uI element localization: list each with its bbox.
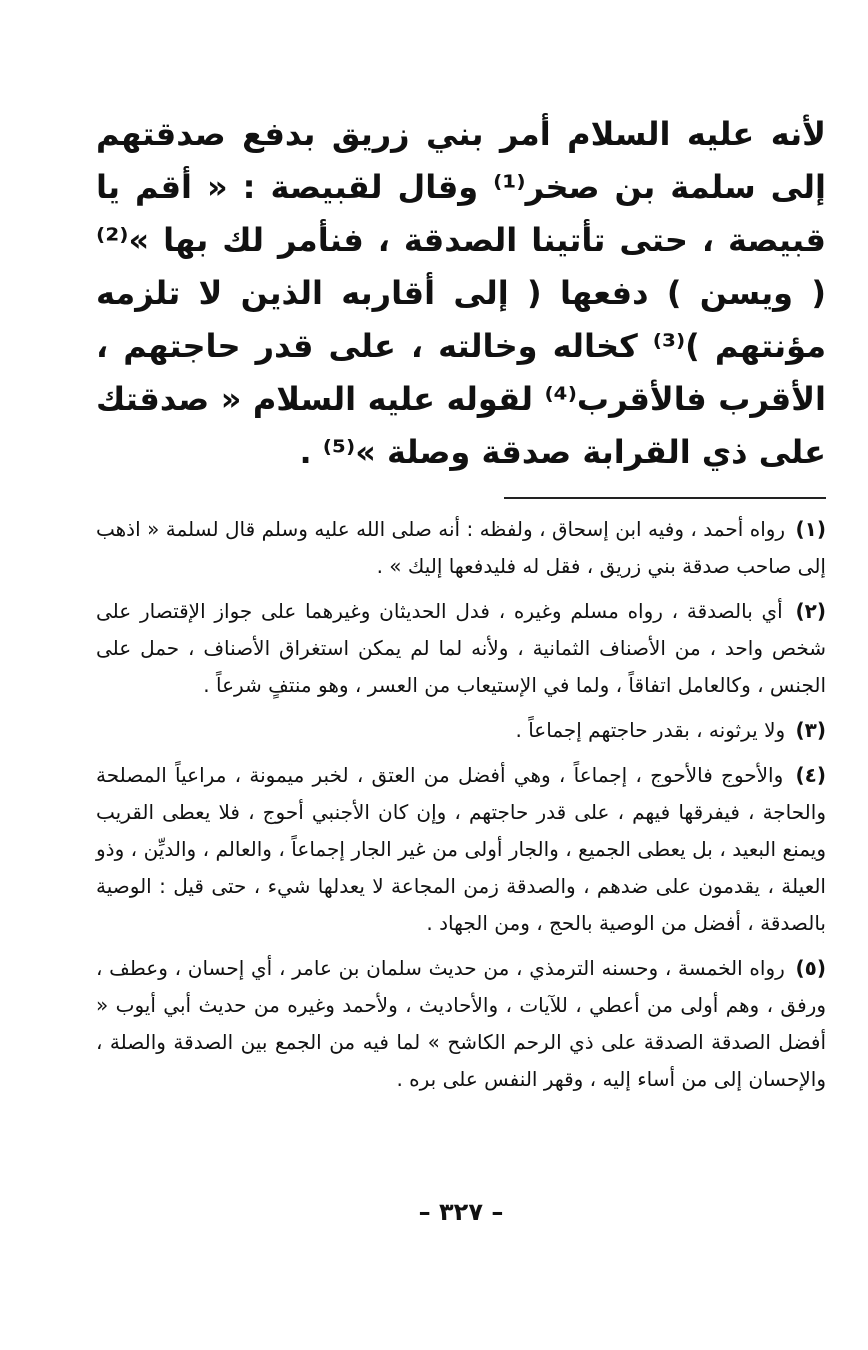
footnote-number: (٣) [795,718,826,742]
book-page [96,108,826,1308]
footnote-number: (٢) [795,599,827,623]
footnote-text: ولا يرثونه ، بقدر حاجتهم إجماعاً . [515,718,786,742]
footnote-divider [504,497,826,499]
page-number: – ٣٢٧ – [418,1198,504,1226]
main-paragraph: لأنه عليه السلام أمر بني زريق بدفع صدقتهم إلى سلمة بن صخر⁽¹⁾ وقال لقبيصة : « أقم يا قبيصة ، حتى تأتينا الصدقة ، فنأمر لك بها »⁽²⁾ ( ويسن ) دفعها ( إلى أقاربه الذين لا تلزمه مؤنتهم )⁽³⁾ كخاله وخالته ، على قدر حاجتهم ، الأقرب فالأقرب⁽⁴⁾ لقوله عليه السلام « صدقتك على ذي القرابة صدقة وصلة »⁽⁵⁾ . [96,115,827,471]
footnote-4 [96,757,826,942]
footnote-2 [96,593,826,704]
footnote-number: (٤) [795,763,827,787]
footnote-number: (٥) [795,956,826,980]
footnote-3 [96,712,826,749]
footnote-number: (١) [795,517,827,541]
footnote-text: والأحوج فالأحوج ، إجماعاً ، وهي أفضل من العتق ، لخبر ميمونة ، مراعياً المصلحة والحاجة ، فيفرقها فيهم ، على قدر حاجتهم ، وإن كان الأجنبي أحوج ، فلا يعطى القريب ويمنع البعيد ، بل يعطى الجميع ، والجار أولى من غير الجار إجماعاً ، والعالم ، والديِّن ، وذو العيلة ، يقدمون على ضدهم ، والصدقة زمن المجاعة لا يعدلها شيء ، حتى قيل : الوصية بالصدقة ، أفضل من الوصية بالحج ، ومن الجهاد . [96,763,826,935]
footnote-text: رواه أحمد ، وفيه ابن إسحاق ، ولفظه : أنه صلى الله عليه وسلم قال لسلمة « اذهب إلى صاحب صدقة بني زريق ، فقل له فليدفعها إليك » . [96,517,826,578]
footnote-5 [96,950,826,1098]
footnote-1 [96,511,826,585]
main-text [96,108,826,479]
footnotes [96,511,826,1098]
footnote-text: أي بالصدقة ، رواه مسلم وغيره ، فدل الحديثان وغيرهما على جواز الإقتصار على شخص واحد ، من الأصناف الثمانية ، ولأنه لما لم يمكن استغراق الأصناف ، حمل على الجنس ، وكالعامل اتفاقاً ، ولما في الإستيعاب من العسر ، وهو منتفٍ شرعاً . [96,599,826,697]
footnote-text: رواه الخمسة ، وحسنه الترمذي ، من حديث سلمان بن عامر ، أي إحسان ، وعطف ، ورفق ، وهم أولى من أعطي ، للآيات ، والأحاديث ، ولأحمد وغيره من حديث أبي أيوب « أفضل الصدقة الصدقة على ذي الرحم الكاشح » لما فيه من الجمع بين الصدقة والصلة ، والإحسان إلى من أساء إليه ، وقهر النفس على بره . [96,956,826,1091]
